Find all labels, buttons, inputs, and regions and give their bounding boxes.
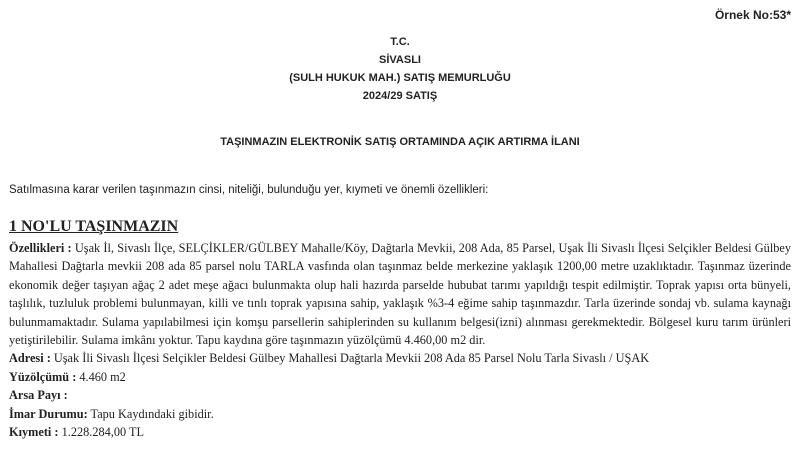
zoning-value: Tapu Kaydındaki gibidir. (90, 406, 214, 421)
header-case-number: 2024/29 SATIŞ (362, 90, 438, 102)
share-row (9, 386, 791, 404)
header-country: T.C. (390, 36, 410, 48)
area-label: Yüzölçümü : (9, 369, 77, 384)
intro-text: Satılmasına karar verilen taşınmazın cinsi, niteliği, bulunduğu yer, kıymeti ve önemli özellikleri: (9, 184, 489, 196)
features-label: Özellikleri : (9, 241, 72, 255)
property-title: 1 NO'LU TAŞINMAZIN (9, 218, 179, 235)
value-amount: 1.228.284,00 TL (61, 425, 145, 440)
header-office: (SULH HUKUK MAH.) SATIŞ MEMURLUĞU (289, 72, 511, 84)
zoning-label: İmar Durumu: (9, 406, 88, 421)
address-row (9, 349, 791, 367)
features-text: Uşak İl, Sivaslı İlçe, SELÇİKLER/GÜLBEY Mahalle/Köy, Dağtarla Mevkii, 208 Ada, 85 Parsel, Uşak İli Sivaslı İlçesi Selçikler Beldesi Gülbey Mahallesi Dağtarla mevkii 208 ada 85 parsel nolu TARLA vasfında olan taşınmaz belde merkezine yaklaşık 1200,00 metre uzaklıktadır. Taşınmaz üzerinde ekonomik değer taşıyan ağaç 2 adet meşe ağacı bulunmakta olup hali hazırda parselde hububat tarımı yapıldığı tespit edilmiştir. Toprak yapısı orta bünyeli, taşlılık, tuzluluk problemi bulunmayan, killi ve tınlı toprak yapısına sahip, yaklaşık %3-4 eğime sahip taşınmazdır. Tarla üzerinde sondaj vb. sulama kaynağı bulunmamaktadır. Sulama yapılabilmesi için komşu parsellerin sahiplerinden su kullanım belgesi(izni) alınması gerekmektedir. Bölgesel kuru tarım ürünleri yetiştirilebilir. Sulama imkânı yoktur. Tapu kaydına göre taşınmazın yüzölçümü 4.460,00 m2 dir. (9, 241, 792, 348)
share-label: Arsa Payı : (9, 388, 68, 403)
value-label: Kıymeti : (9, 425, 59, 440)
area-value: 4.460 m2 (79, 369, 126, 384)
header-district: SİVASLI (379, 54, 421, 66)
document-header (0, 33, 800, 105)
features-paragraph (9, 239, 791, 349)
announcement-title: TAŞINMAZIN ELEKTRONİK SATIŞ ORTAMINDA AÇIK ARTIRMA İLANI (220, 136, 580, 148)
address-label: Adresi : (9, 351, 51, 366)
address-value: Uşak İli Sivaslı İlçesi Selçikler Beldesi Gülbey Mahallesi Dağtarla Mevkii 208 Ada 85 Parsel Nolu Tarla Sivaslı / UŞAK (53, 351, 650, 366)
value-row (9, 423, 791, 441)
area-row (9, 368, 791, 386)
property-details (9, 239, 791, 441)
zoning-row (9, 405, 791, 423)
example-number: Örnek No:53* (714, 8, 791, 22)
